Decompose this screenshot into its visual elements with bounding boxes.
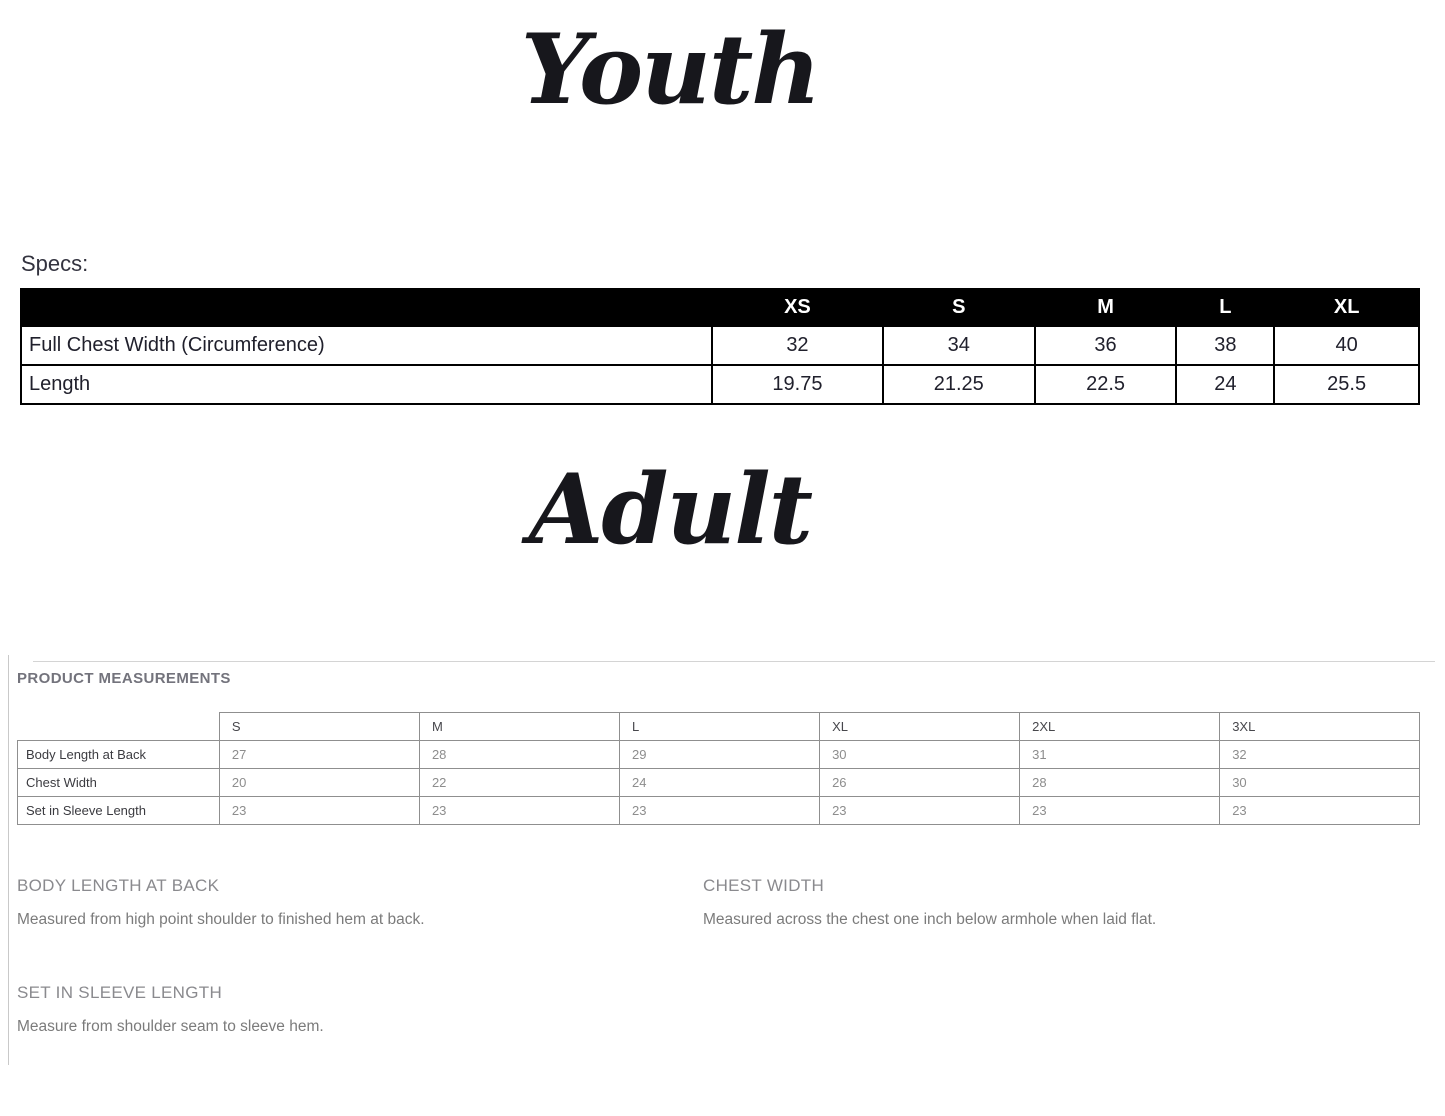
specs-label: Specs: bbox=[21, 251, 89, 276]
youth-size-table bbox=[20, 288, 1420, 405]
youth-header-s: S bbox=[883, 289, 1035, 326]
adult-header-corner bbox=[18, 713, 220, 741]
definition-body-length bbox=[17, 876, 703, 929]
adult-header-3xl: 3XL bbox=[1220, 713, 1420, 741]
row-label: Chest Width bbox=[18, 769, 220, 797]
youth-header-corner bbox=[21, 289, 712, 326]
definition-title: CHEST WIDTH bbox=[703, 876, 825, 895]
size-value-cell: 29 bbox=[620, 741, 820, 769]
size-value-cell: 23 bbox=[1220, 797, 1420, 825]
size-value-cell: 25.5 bbox=[1274, 365, 1419, 404]
youth-section-title: Youth bbox=[520, 13, 820, 126]
size-value-cell: 19.75 bbox=[712, 365, 883, 404]
youth-header-l: L bbox=[1176, 289, 1274, 326]
definition-text: Measured across the chest one inch below armhole when laid flat. bbox=[703, 911, 1157, 928]
size-value-cell: 23 bbox=[820, 797, 1020, 825]
size-value-cell: 28 bbox=[1020, 769, 1220, 797]
youth-header-m: M bbox=[1035, 289, 1177, 326]
size-value-cell: 21.25 bbox=[883, 365, 1035, 404]
size-value-cell: 23 bbox=[620, 797, 820, 825]
size-value-cell: 28 bbox=[419, 741, 619, 769]
product-measurements-heading: PRODUCT MEASUREMENTS bbox=[17, 670, 231, 687]
adult-header-s: S bbox=[219, 713, 419, 741]
definition-text: Measure from shoulder seam to sleeve hem. bbox=[17, 1018, 324, 1035]
left-vertical-rule bbox=[8, 655, 9, 1065]
table-row bbox=[18, 769, 1420, 797]
definition-sleeve-length bbox=[17, 983, 703, 1036]
size-value-cell: 32 bbox=[1220, 741, 1420, 769]
size-value-cell: 22.5 bbox=[1035, 365, 1177, 404]
measurement-definitions bbox=[17, 876, 1427, 1036]
size-value-cell: 23 bbox=[1020, 797, 1220, 825]
size-value-cell: 38 bbox=[1176, 326, 1274, 365]
row-label: Full Chest Width (Circumference) bbox=[21, 326, 712, 365]
size-value-cell: 36 bbox=[1035, 326, 1177, 365]
table-row bbox=[18, 797, 1420, 825]
table-row bbox=[18, 741, 1420, 769]
definition-spacer bbox=[703, 983, 1427, 1036]
adult-header-m: M bbox=[419, 713, 619, 741]
size-value-cell: 40 bbox=[1274, 326, 1419, 365]
adult-header-row bbox=[18, 713, 1420, 741]
size-value-cell: 20 bbox=[219, 769, 419, 797]
adult-header-l: L bbox=[620, 713, 820, 741]
size-value-cell: 30 bbox=[820, 741, 1020, 769]
size-value-cell: 30 bbox=[1220, 769, 1420, 797]
youth-header-xl: XL bbox=[1274, 289, 1419, 326]
definition-chest-width bbox=[703, 876, 1427, 929]
size-value-cell: 31 bbox=[1020, 741, 1220, 769]
size-value-cell: 24 bbox=[1176, 365, 1274, 404]
definition-title: SET IN SLEEVE LENGTH bbox=[17, 983, 223, 1002]
definition-title: BODY LENGTH AT BACK bbox=[17, 876, 220, 895]
adult-section-title: Adult bbox=[528, 453, 812, 566]
size-value-cell: 34 bbox=[883, 326, 1035, 365]
adult-measurements-table bbox=[17, 712, 1420, 825]
definition-text: Measured from high point shoulder to finished hem at back. bbox=[17, 911, 425, 928]
size-value-cell: 24 bbox=[620, 769, 820, 797]
size-value-cell: 32 bbox=[712, 326, 883, 365]
table-row bbox=[21, 365, 1419, 404]
row-label: Length bbox=[21, 365, 712, 404]
row-label: Set in Sleeve Length bbox=[18, 797, 220, 825]
row-label: Body Length at Back bbox=[18, 741, 220, 769]
adult-header-2xl: 2XL bbox=[1020, 713, 1220, 741]
size-value-cell: 22 bbox=[419, 769, 619, 797]
top-horizontal-rule bbox=[33, 661, 1435, 662]
size-value-cell: 23 bbox=[419, 797, 619, 825]
adult-header-xl: XL bbox=[820, 713, 1020, 741]
youth-header-row bbox=[21, 289, 1419, 326]
size-value-cell: 26 bbox=[820, 769, 1020, 797]
table-row bbox=[21, 326, 1419, 365]
size-value-cell: 27 bbox=[219, 741, 419, 769]
size-value-cell: 23 bbox=[219, 797, 419, 825]
youth-header-xs: XS bbox=[712, 289, 883, 326]
